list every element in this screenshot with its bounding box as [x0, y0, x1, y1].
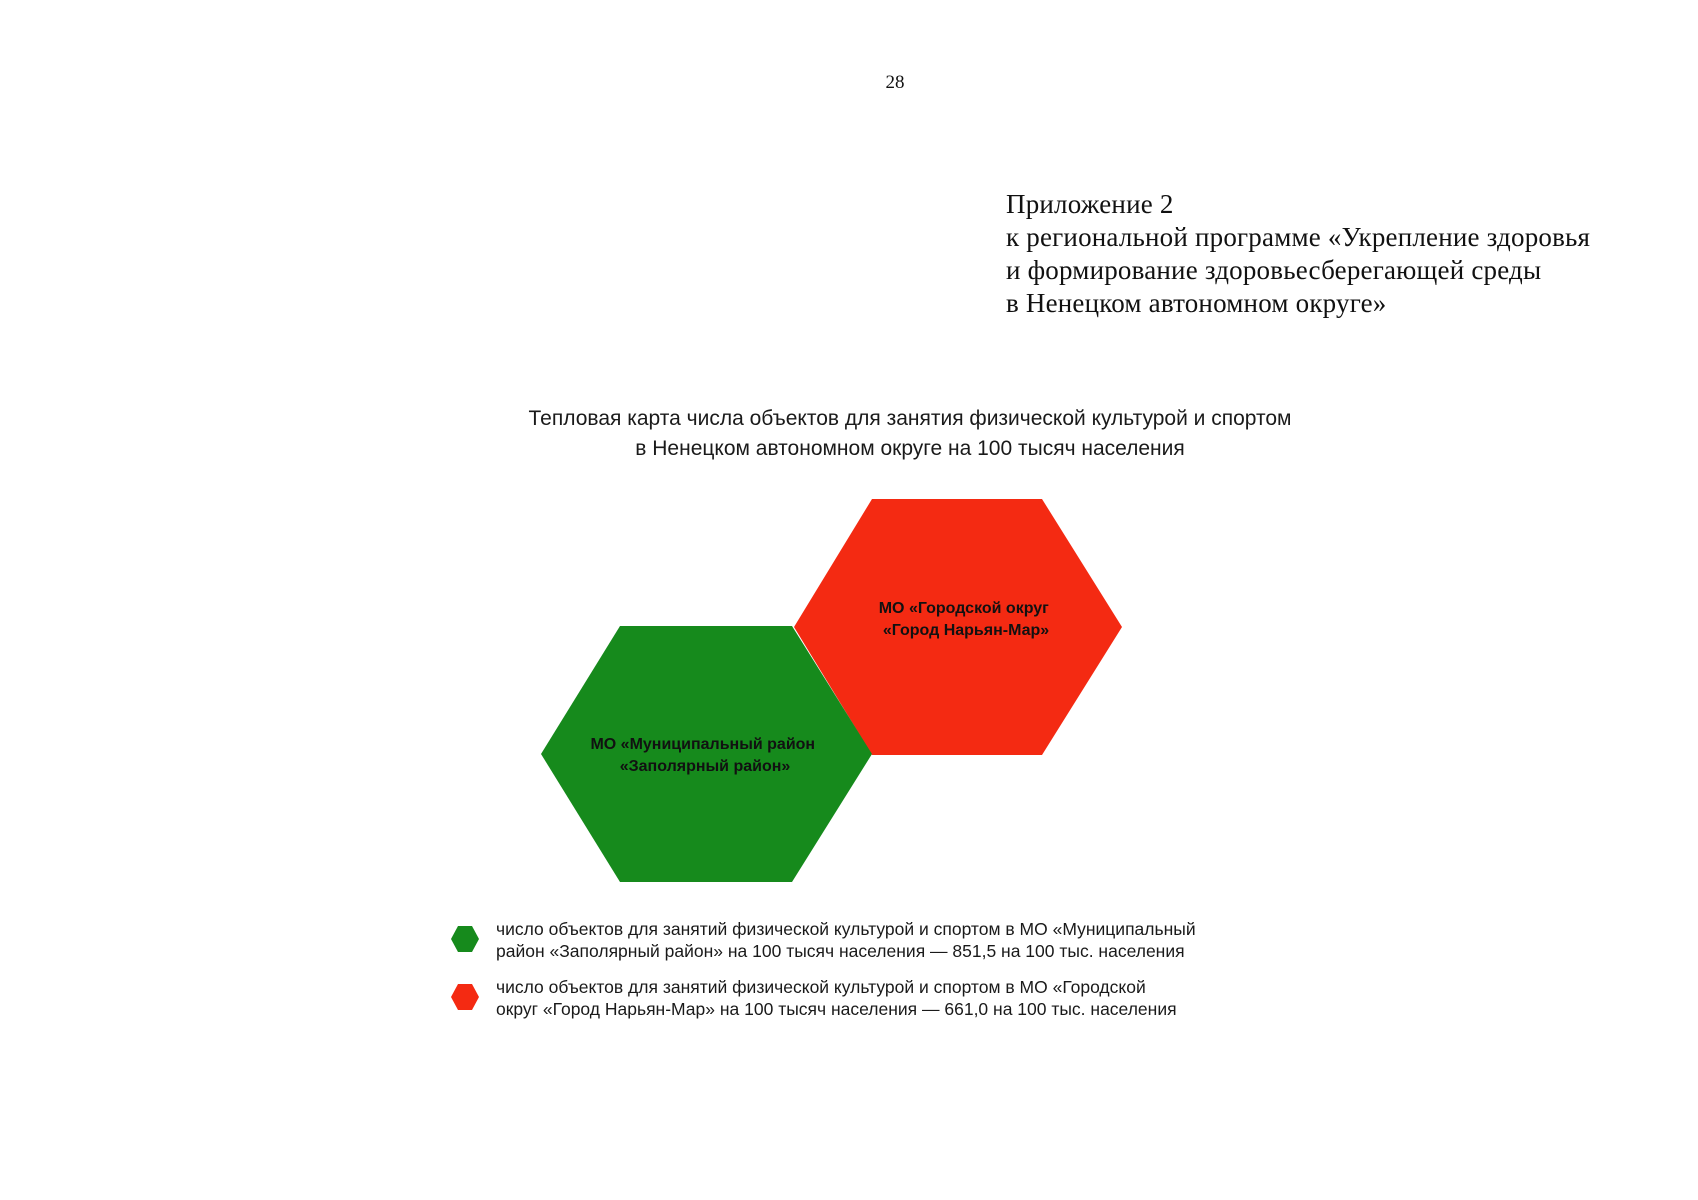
appendix-line: и формирование здоровьесберегающей среды — [1006, 255, 1542, 285]
heatmap-title-line: Тепловая карта числа объектов для занятия физической культурой и спортом — [528, 407, 1292, 430]
legend-text — [496, 976, 1326, 1020]
hexagon-icon — [450, 983, 480, 1011]
appendix-line: к региональной программе «Укрепление здоровья — [1006, 222, 1591, 252]
legend-item-zapolyarny — [446, 918, 1326, 962]
legend-text — [496, 918, 1326, 962]
legend-line: район «Заполярный район» на 100 тысяч населения — 851,5 на 100 тыс. населения — [496, 941, 1185, 961]
appendix-line: Приложение 2 — [1006, 189, 1174, 219]
heatmap-title-line: в Ненецком автономном округе на 100 тысяч населения — [635, 437, 1185, 460]
appendix-line: в Ненецком автономном округе» — [1006, 288, 1387, 318]
hexagon-label-naryan-mar: МО «Городской округ «Город Нарьян-Мар» — [878, 600, 1050, 639]
legend-line: округ «Город Нарьян-Мар» на 100 тысяч населения — 661,0 на 100 тыс. населения — [496, 999, 1177, 1019]
legend-line: число объектов для занятий физической культурой и спортом в МО «Муниципальный — [496, 919, 1196, 939]
legend-line: число объектов для занятий физической культурой и спортом в МО «Городской — [496, 977, 1146, 997]
hexagon-label-zapolyarny: МО «Муниципальный район «Заполярный район» — [590, 736, 816, 775]
heatmap-legend — [446, 918, 1326, 1034]
page-number: 28 — [885, 72, 905, 93]
legend-item-naryan-mar — [446, 976, 1326, 1020]
hexagon-icon — [450, 925, 480, 953]
